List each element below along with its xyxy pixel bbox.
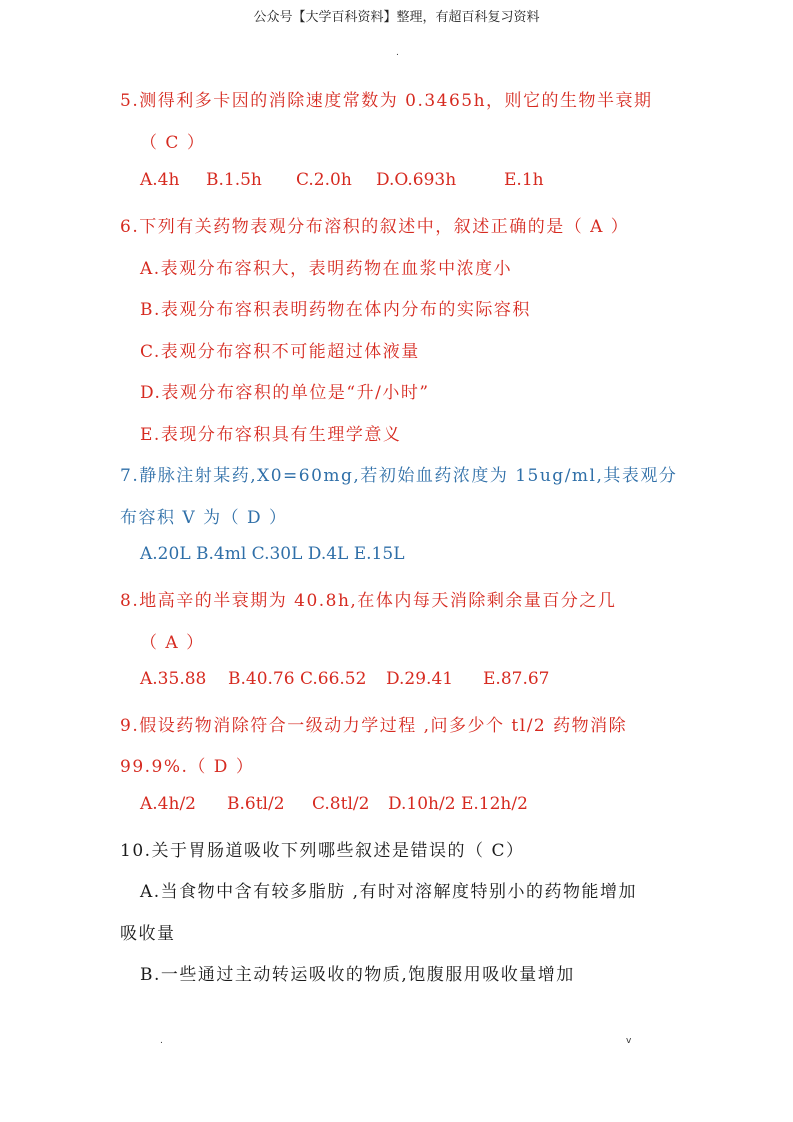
q5-answer: （ C ） bbox=[140, 133, 206, 153]
q9-options bbox=[140, 794, 528, 814]
q9-stem-line2: 99.9%.（ D ） bbox=[120, 757, 255, 777]
q9-stem-line1: 9.假设药物消除符合一级动力学过程 ,问多少个 tl/2 药物消除 bbox=[120, 716, 628, 736]
q9-option-c: C.8tl/2 bbox=[312, 794, 370, 814]
q8-option-e: E.87.67 bbox=[483, 669, 550, 689]
q10-option-a-line1: A.当食物中含有较多脂肪 ,有时对溶解度特别小的药物能增加 bbox=[140, 882, 637, 902]
q8-option-d: D.29.41 bbox=[386, 669, 454, 689]
bottom-left-mark: . bbox=[160, 1036, 163, 1046]
q5-option-b: B.1.5h bbox=[206, 170, 262, 190]
q6-option-a: A.表观分布容积大，表明药物在血浆中浓度小 bbox=[140, 259, 513, 279]
page-header: 公众号【大学百科资料】整理，有超百科复习资料 bbox=[253, 10, 540, 25]
q8-stem: 8.地高辛的半衰期为 40.8h,在体内每天消除剩余量百分之几 bbox=[120, 591, 617, 611]
q7-stem-line2: 布容积 V 为（ D ） bbox=[120, 508, 288, 528]
q9-option-de: D.10h/2 E.12h/2 bbox=[388, 794, 528, 814]
q5-options bbox=[140, 170, 544, 190]
q7-options: A.20L B.4ml C.30L D.4L E.15L bbox=[140, 544, 405, 564]
q8-option-a: A.35.88 bbox=[140, 669, 207, 689]
q5-option-a: A.4h bbox=[140, 170, 180, 190]
q6-option-c: C.表观分布容积不可能超过体液量 bbox=[140, 342, 420, 362]
q6-option-b: B.表观分布容积表明药物在体内分布的实际容积 bbox=[140, 300, 531, 320]
q10-option-a-line2: 吸收量 bbox=[120, 924, 176, 944]
q5-stem: 5.测得利多卡因的消除速度常数为 0.3465h，则它的生物半衰期 bbox=[120, 91, 653, 111]
q5-option-d: D.O.693h bbox=[376, 170, 457, 190]
q9-option-a: A.4h/2 bbox=[140, 794, 196, 814]
q10-stem: 10.关于胃肠道吸收下列哪些叙述是错误的（ C） bbox=[120, 841, 525, 861]
q5-option-c: C.2.0h bbox=[296, 170, 352, 190]
q6-stem: 6.下列有关药物表观分布溶积的叙述中，叙述正确的是（ A ） bbox=[120, 217, 630, 237]
bottom-right-mark: v bbox=[626, 1036, 632, 1046]
q10-option-b: B.一些通过主动转运吸收的物质,饱腹服用吸收量增加 bbox=[140, 965, 575, 985]
q8-option-bc: B.40.76 C.66.52 bbox=[228, 669, 367, 689]
q9-option-b: B.6tl/2 bbox=[227, 794, 285, 814]
top-dot-mark: . bbox=[396, 48, 399, 58]
q5-option-e: E.1h bbox=[504, 170, 544, 190]
q8-options bbox=[140, 669, 549, 689]
q7-stem-line1: 7.静脉注射某药,X0=60mg,若初始血药浓度为 15ug/ml,其表观分 bbox=[120, 466, 678, 486]
q6-option-d: D.表观分布容积的单位是“升/小时” bbox=[140, 383, 430, 403]
q6-option-e: E.表现分布容积具有生理学意义 bbox=[140, 425, 402, 445]
q8-answer: （ A ） bbox=[140, 633, 205, 653]
